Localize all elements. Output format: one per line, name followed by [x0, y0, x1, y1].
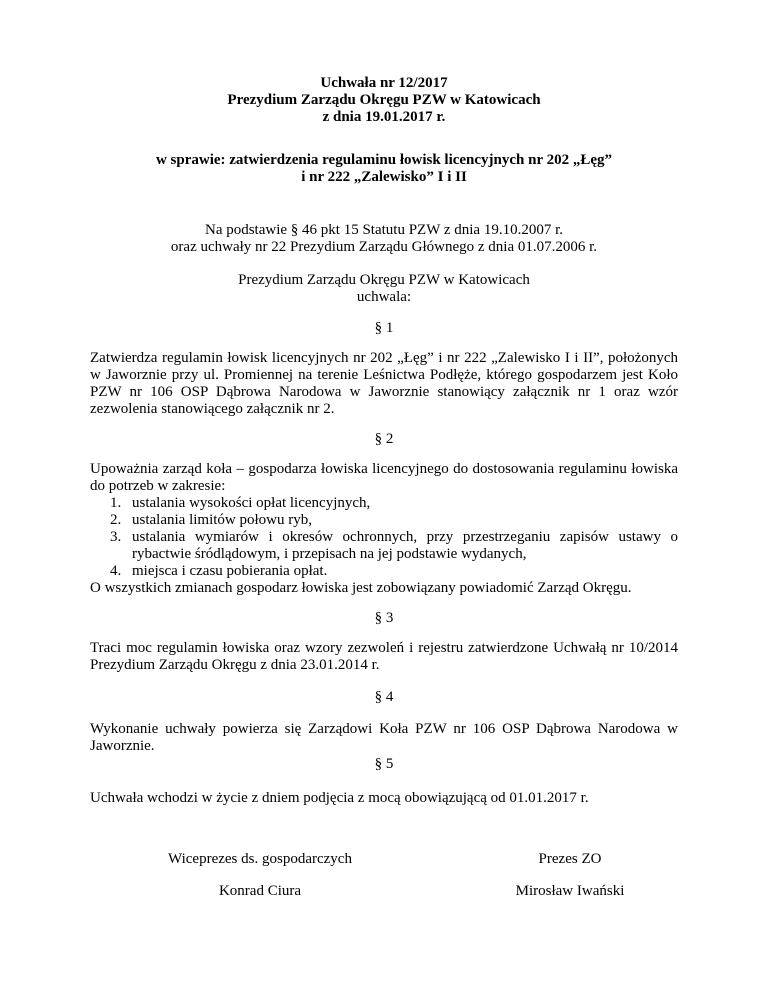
resolution-body: Prezydium Zarządu Okręgu PZW w Katowicach: [227, 92, 541, 108]
list-item-text: miejsca i czasu pobierania opłat.: [132, 563, 328, 579]
section-4-heading: § 4: [374, 689, 394, 705]
section-2-intro: Upoważnia zarząd koła – gospodarza łowiska licencyjnego do dostosowania regulaminu łowiska do potrzeb w zakresie:: [90, 461, 678, 494]
resolving-body: Prezydium Zarządu Okręgu PZW w Katowicach: [238, 272, 530, 288]
signature-right-name: Mirosław Iwański: [515, 883, 625, 899]
list-item-number: 2.: [110, 512, 122, 528]
list-item-number: 3.: [110, 529, 122, 545]
legal-basis-line-1: Na podstawie § 46 pkt 15 Statutu PZW z dnia 19.10.2007 r.: [204, 222, 564, 238]
section-2-heading: § 2: [374, 431, 394, 447]
list-item-text: ustalania wysokości opłat licencyjnych,: [132, 495, 371, 511]
resolution-date: z dnia 19.01.2017 r.: [322, 109, 446, 125]
list-item-number: 4.: [110, 563, 122, 579]
section-2-closing: O wszystkich zmianach gospodarz łowiska jest zobowiązany powiadomić Zarząd Okręgu.: [90, 580, 632, 596]
section-3-heading: § 3: [374, 610, 394, 626]
section-5-heading: § 5: [374, 756, 394, 772]
list-item: [110, 495, 678, 512]
signature-left-role: Wiceprezes ds. gospodarczych: [168, 851, 352, 867]
list-item: [110, 512, 678, 529]
subject-line-1: w sprawie: zatwierdzenia regulaminu łowisk licencyjnych nr 202 „Łęg”: [155, 152, 613, 168]
resolution-title: Uchwała nr 12/2017: [320, 75, 448, 91]
legal-basis-line-2: oraz uchwały nr 22 Prezydium Zarządu Głównego z dnia 01.07.2006 r.: [170, 239, 598, 255]
section-3-text: Traci moc regulamin łowiska oraz wzory zezwoleń i rejestru zatwierdzone Uchwałą nr 10/2014 Prezydium Zarządu Okręgu z dnia 23.01.2014 r.: [90, 640, 678, 673]
list-item-text: ustalania wymiarów i okresów ochronnych, przy przestrzeganiu zapisów ustawy o rybactwie śródlądowym, i przepisach na jej podstawie wydanych,: [132, 529, 678, 562]
resolves-label: uchwala:: [356, 289, 412, 305]
signature-left-name: Konrad Ciura: [218, 883, 302, 899]
signature-right-role: Prezes ZO: [538, 851, 602, 867]
section-4-text: Wykonanie uchwały powierza się Zarządowi Koła PZW nr 106 OSP Dąbrowa Narodowa w Jaworznie.: [90, 721, 678, 754]
section-1-text: Zatwierdza regulamin łowisk licencyjnych nr 202 „Łęg” i nr 222 „Zalewisko I i II”, położonych w Jaworznie przy ul. Promiennej na terenie Leśnictwa Podłęże, którego gospodarzem jest Koło PZW nr 106 OSP Dąbrowa Narodowa w Jaworznie stanowiący załącznik nr 1 oraz wzór zezwolenia stanowiącego załącznik nr 2.: [90, 350, 678, 417]
list-item-text: ustalania limitów połowu ryb,: [132, 512, 312, 528]
section-1-heading: § 1: [374, 320, 394, 336]
list-item: [110, 529, 678, 563]
section-5-text: Uchwała wchodzi w życie z dniem podjęcia z mocą obowiązującą od 01.01.2017 r.: [90, 790, 589, 806]
list-item: [110, 563, 678, 580]
list-item-number: 1.: [110, 495, 122, 511]
subject-line-2: i nr 222 „Zalewisko” I i II: [301, 169, 467, 185]
